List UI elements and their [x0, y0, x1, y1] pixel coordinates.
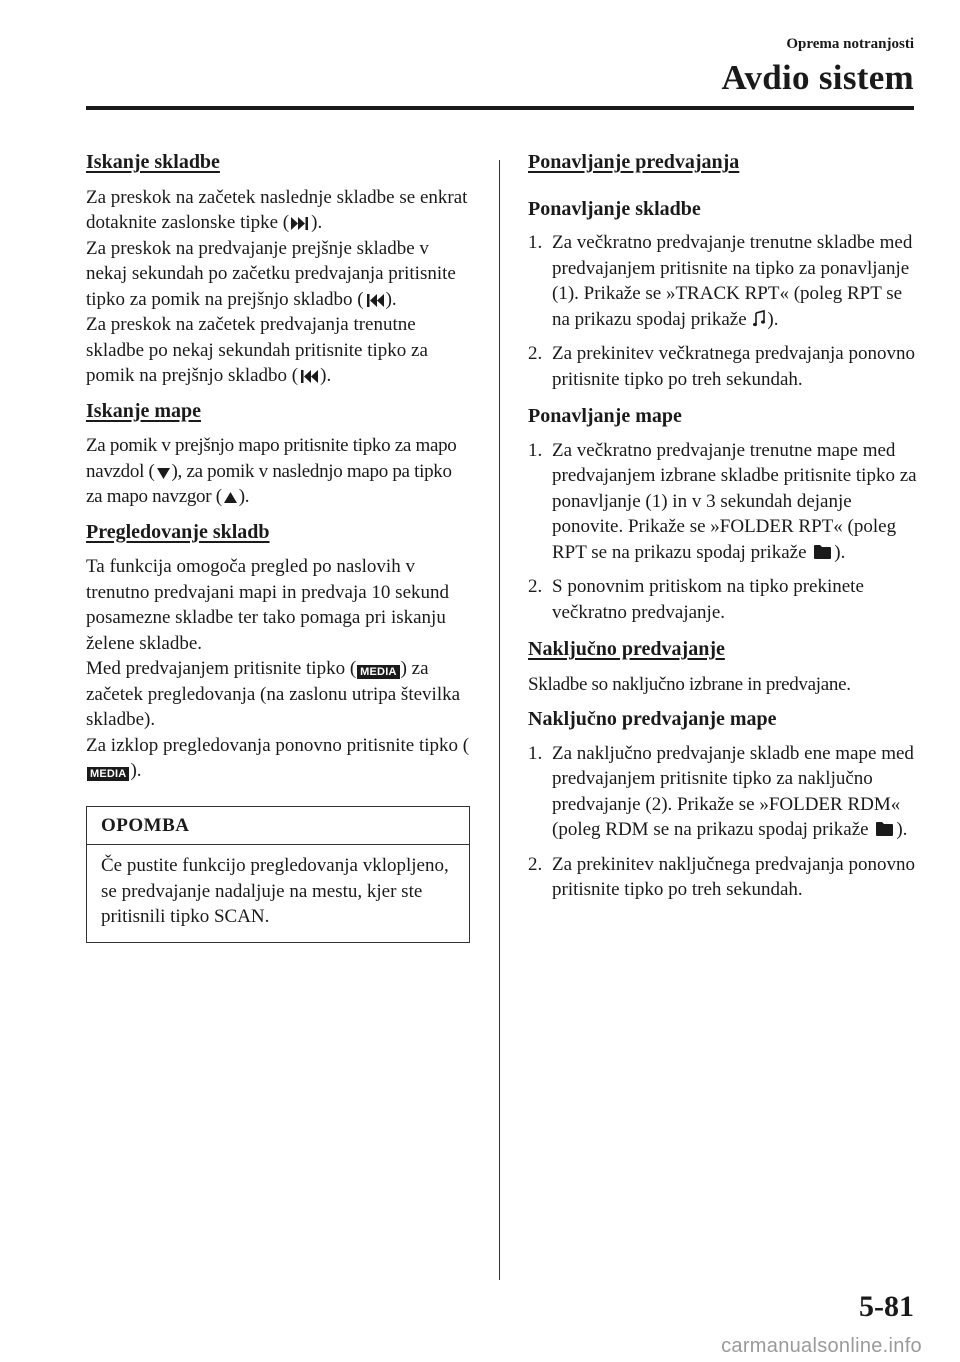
page-number: 5-81 — [859, 1290, 914, 1323]
media-button-icon: MEDIA — [87, 767, 129, 781]
list-item: 2. Za prekinitev naključnega predvajanja ponovno pritisnite tipko po treh sekundah. — [528, 853, 915, 900]
column-divider — [499, 160, 500, 1280]
subsection-title-track-repeat: Ponavljanje skladbe — [528, 197, 701, 220]
left-column — [86, 150, 472, 943]
paragraph: Za pomik v prejšnjo mapo pritisnite tipko za mapo navzdol ( ), za pomik v naslednjo mapo pa tipko za mapo navzgor ( ). — [86, 435, 457, 507]
previous-track-icon — [300, 370, 318, 383]
section-title-random: Naključno predvajanje — [528, 638, 725, 660]
list-item: 1. Za naključno predvajanje skladb ene mape med predvajanjem pritisnite tipko za naključno predvajanje (2). Prikaže se »FOLDER RDM« (poleg RDM se na prikazu spodaj prikaže ). — [528, 742, 914, 840]
paragraph: Ta funkcija omogoča pregled po naslovih v trenutno predvajani mapi in predvaja 10 sekund posamezne skladbe ter tako pomaga pri iskanju želene skladbe. Med predvajanjem pritisnite tipko ( MEDIA ) za začetek pregledovanja (na zaslonu utripa številka skladbe). Za izklop pregledovanja ponovno pritisnite tipko (MEDIA ). — [86, 556, 470, 781]
previous-track-icon — [366, 294, 384, 307]
watermark: carmanualsonline.info — [721, 1335, 922, 1357]
subsection-title-folder-repeat: Ponavljanje mape — [528, 405, 682, 427]
list-item: 1. Za večkratno predvajanje trenutne skladbe med predvajanjem pritisnite na tipko za ponavljanje (1). Prikaže se »TRACK RPT« (poleg RPT se na prikazu spodaj prikaže ). — [528, 232, 913, 330]
list-item: 2. Za prekinitev večkratnega predvajanja ponovno pritisnite tipko po treh sekundah. — [528, 343, 915, 390]
note-body: Če pustite funkcijo pregledovanja vklopljeno, se predvajanje nadaljuje na mestu, kjer ste pritisnili tipko SCAN. — [101, 855, 449, 927]
folder-down-icon — [157, 467, 170, 479]
paragraph: Skladbe so naključno izbrane in predvajane. — [528, 673, 851, 695]
numbered-list — [528, 230, 918, 392]
section-title-track-search: Iskanje skladbe — [86, 151, 220, 173]
numbered-list — [528, 438, 918, 626]
page-title: Avdio sistem — [721, 58, 914, 97]
subsection-title-folder-random: Naključno predvajanje mape — [528, 708, 777, 730]
next-track-icon — [291, 217, 309, 230]
list-item: 1. Za večkratno predvajanje trenutne mape med predvajanjem izbrane skladbe pritisnite tipko za ponavljanje (1) in v 3 sekundah dejanje ponovite. Prikaže se »FOLDER RPT« (poleg RPT se na prikazu spodaj prikaže ). — [528, 439, 917, 563]
music-note-icon — [753, 310, 765, 327]
list-item: 2. S ponovnim pritiskom na tipko prekinete večkratno predvajanje. — [528, 576, 864, 623]
section-title-repeat: Ponavljanje predvajanja — [528, 151, 740, 173]
note-box — [86, 806, 470, 943]
folder-icon — [813, 544, 832, 560]
note-title: OPOMBA — [87, 807, 469, 846]
header-rule — [86, 106, 914, 110]
chapter-subtitle: Oprema notranjosti — [786, 36, 914, 52]
media-button-icon: MEDIA — [357, 665, 399, 679]
section-title-folder-search: Iskanje mape — [86, 399, 202, 422]
section-title-track-scan: Pregledovanje skladb — [86, 520, 270, 543]
right-column — [528, 150, 918, 915]
numbered-list — [528, 741, 918, 903]
folder-up-icon — [224, 492, 237, 504]
folder-icon — [875, 821, 894, 837]
paragraph: Za preskok na začetek naslednje skladbe se enkrat dotaknite zaslonske tipke ( ). Za preskok na predvajanje prejšnje skladbe v nekaj sekundah po začetku predvajanja pritisnite tipko za pomik na prejšnjo skladbo ( ). Za preskok na začetek predvajanja trenutne skladbe po nekaj sekundah pritisnite tipko za pomik na prejšnjo skladbo ( ). — [86, 186, 468, 386]
